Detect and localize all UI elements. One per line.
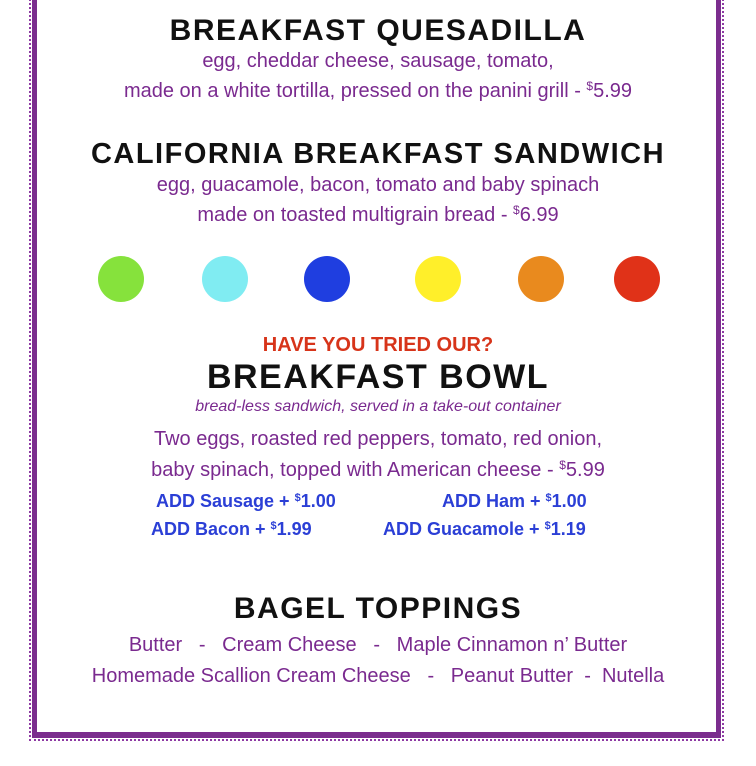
- addon-ham: [442, 491, 587, 512]
- addon-label: ADD Bacon +: [151, 519, 271, 539]
- bagel-toppings-line2: Homemade Scallion Cream Cheese - Peanut Butter - Nutella: [91, 665, 665, 687]
- bowl-description-line1: Two eggs, roasted red peppers, tomato, red onion,: [153, 428, 603, 450]
- decorative-dot-orange: [518, 256, 564, 302]
- addon-bacon: [151, 519, 312, 540]
- decorative-dot-red: [614, 256, 660, 302]
- quesadilla-description-text: made on a white tortilla, pressed on the panini grill -: [123, 80, 587, 102]
- addon-price-symbol: $: [270, 520, 277, 532]
- addon-guacamole: [383, 519, 586, 540]
- decorative-dot-yellow: [415, 256, 461, 302]
- addon-price-symbol: $: [545, 492, 552, 504]
- quesadilla-price: 5.99: [593, 80, 633, 102]
- california-description-line1: egg, guacamole, bacon, tomato and baby spinach: [156, 174, 600, 196]
- addon-sausage: [156, 491, 336, 512]
- bowl-teaser: HAVE YOU TRIED OUR?: [262, 334, 494, 356]
- addon-label: ADD Guacamole +: [383, 519, 545, 539]
- addon-price: 1.99: [276, 519, 312, 539]
- quesadilla-title: BREAKFAST QUESADILLA: [169, 14, 587, 47]
- california-sandwich-title: CALIFORNIA BREAKFAST SANDWICH: [90, 138, 666, 170]
- addon-price-symbol: $: [294, 492, 301, 504]
- bowl-price: 5.99: [565, 459, 605, 481]
- addon-label: ADD Sausage +: [156, 491, 295, 511]
- california-description-line2: [0, 203, 756, 227]
- quesadilla-description-line2: [0, 79, 756, 103]
- decorative-dot-blue: [304, 256, 350, 302]
- california-price: 6.99: [519, 204, 559, 226]
- bowl-subtitle: bread-less sandwich, served in a take-out container: [195, 398, 561, 415]
- bagel-toppings-line1: Butter - Cream Cheese - Maple Cinnamon n’ Butter: [128, 634, 628, 656]
- quesadilla-description-line1: egg, cheddar cheese, sausage, tomato,: [202, 50, 554, 72]
- addon-price-symbol: $: [544, 520, 551, 532]
- quesadilla-price-symbol: $: [586, 79, 594, 93]
- california-price-symbol: $: [513, 203, 520, 217]
- addon-price: 1.00: [300, 491, 336, 511]
- bowl-description-line2: [0, 458, 756, 482]
- decorative-dot-light-blue: [202, 256, 248, 302]
- bagel-toppings-title: BAGEL TOPPINGS: [233, 592, 523, 625]
- decorative-dot-green: [98, 256, 144, 302]
- bowl-title: BREAKFAST BOWL: [206, 358, 550, 396]
- addon-price: 1.00: [551, 491, 587, 511]
- bowl-description-text: baby spinach, topped with American cheese -: [151, 459, 560, 481]
- addon-price: 1.19: [550, 519, 586, 539]
- bowl-price-symbol: $: [559, 458, 566, 472]
- addon-label: ADD Ham +: [442, 491, 546, 511]
- california-description-text: made on toasted multigrain bread -: [197, 204, 514, 226]
